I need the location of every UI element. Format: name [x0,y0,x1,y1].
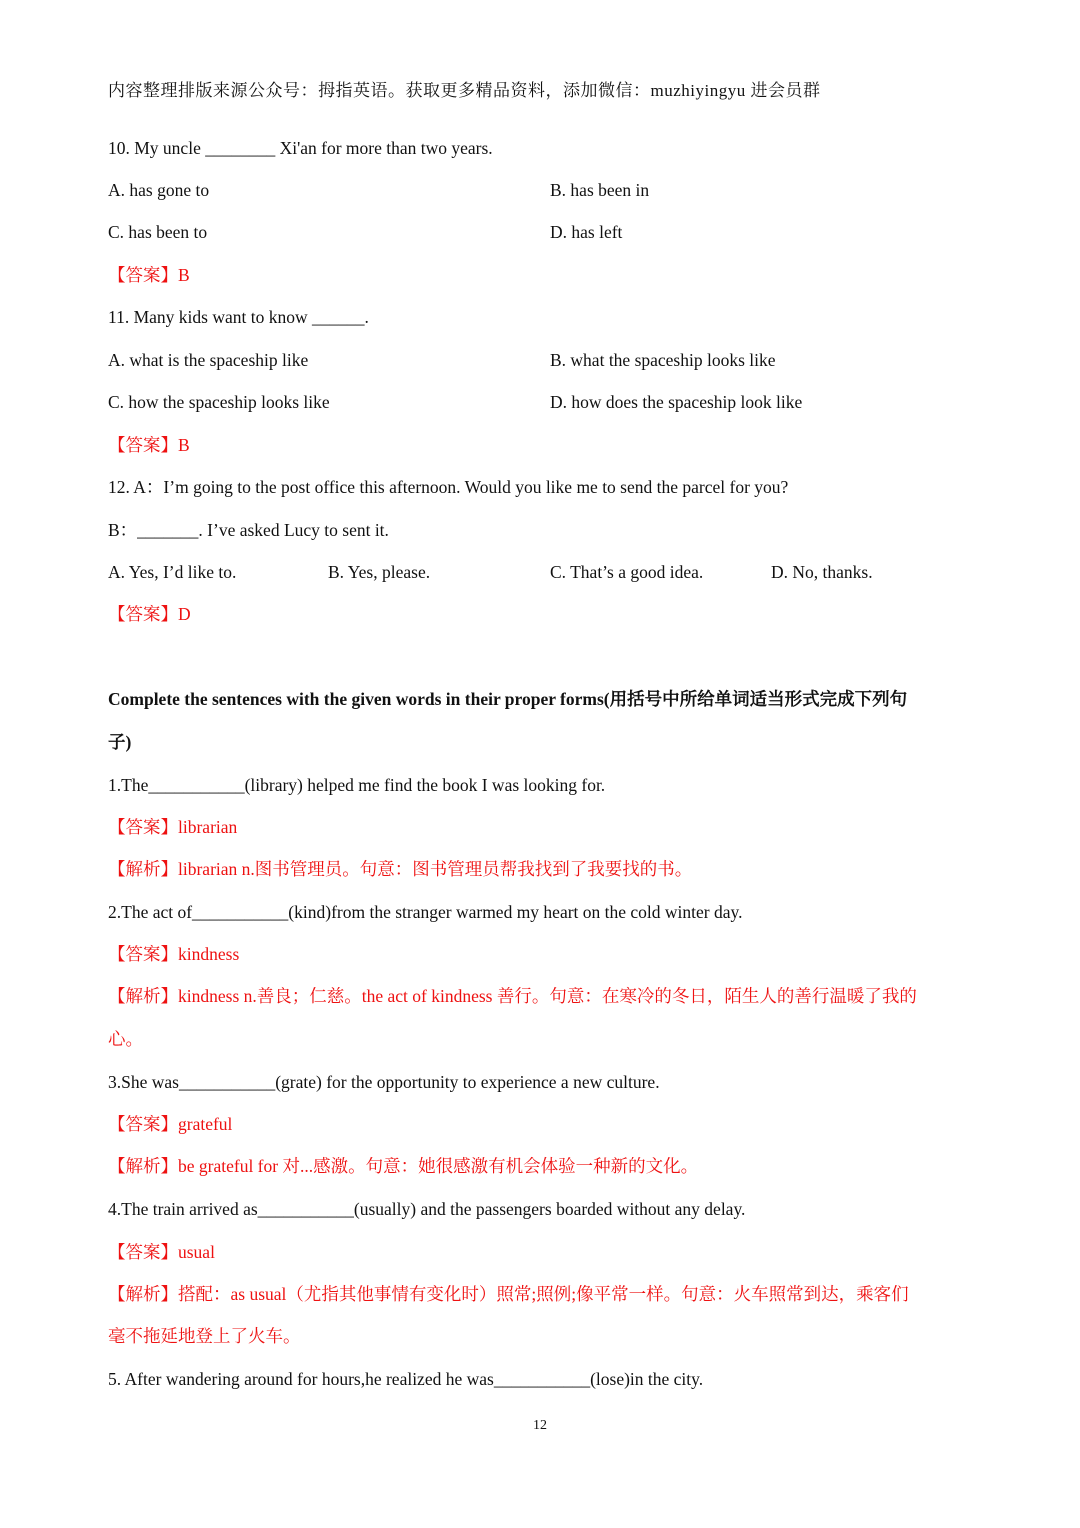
question-12-option-a: A. Yes, I’d like to. [108,562,237,582]
question-11-answer: 【答案】B [108,435,190,455]
section-title-cont: 子) [108,732,132,752]
page-header: 内容整理排版来源公众号：拇指英语。获取更多精品资料，添加微信：muzhiyingyu 进会员群 [108,81,821,100]
fill-1-question: 1.The___________(library) helped me find the book I was looking for. [108,775,606,795]
section-title: Complete the sentences with the given words in their proper forms(用括号中所给单词适当形式完成下列句 [108,689,908,709]
question-10-option-d: D. has left [550,222,623,242]
fill-4-question: 4.The train arrived as___________(usually) and the passengers boarded without any delay. [108,1199,746,1219]
question-10-option-a: A. has gone to [108,180,210,200]
fill-5-question: 5. After wandering around for hours,he realized he was___________(lose)in the city. [108,1369,704,1389]
question-11-option-d: D. how does the spaceship look like [550,392,803,412]
fill-2-analysis-cont: 心。 [108,1029,143,1049]
fill-4-analysis-cont: 毫不拖延地登上了火车。 [108,1326,301,1346]
fill-2-analysis: 【解析】kindness n.善良；仁慈。the act of kindness 善行。句意：在寒冷的冬日，陌生人的善行温暖了我的 [108,986,917,1006]
question-11-stem: 11. Many kids want to know ______. [108,307,369,327]
fill-4-answer: 【答案】usual [108,1242,215,1262]
question-12-stem-b: B：_______. I’ve asked Lucy to sent it. [108,520,389,540]
fill-3-analysis: 【解析】be grateful for 对...感激。句意：她很感激有机会体验一种新的文化。 [108,1156,699,1176]
question-12-stem: 12. A：I’m going to the post office this afternoon. Would you like me to send the parcel for you? [108,477,789,497]
question-12-option-d: D. No, thanks. [771,562,873,582]
question-10-answer: 【答案】B [108,265,190,285]
fill-3-answer: 【答案】grateful [108,1114,233,1134]
fill-1-answer: 【答案】librarian [108,817,238,837]
question-12-option-b: B. Yes, please. [328,562,431,582]
question-11-option-a: A. what is the spaceship like [108,350,309,370]
question-11-option-c: C. how the spaceship looks like [108,392,330,412]
question-12-answer: 【答案】D [108,604,191,624]
question-11-option-b: B. what the spaceship looks like [550,350,776,370]
page-number: 12 [533,1418,547,1433]
question-10-stem: 10. My uncle ________ Xi'an for more than two years. [108,138,493,158]
question-12-option-c: C. That’s a good idea. [550,562,704,582]
question-10-option-b: B. has been in [550,180,650,200]
fill-2-question: 2.The act of___________(kind)from the stranger warmed my heart on the cold winter day. [108,902,743,922]
fill-2-answer: 【答案】kindness [108,944,240,964]
fill-1-analysis: 【解析】librarian n.图书管理员。句意：图书管理员帮我找到了我要找的书。 [108,859,693,879]
question-10-option-c: C. has been to [108,222,208,242]
fill-4-analysis: 【解析】搭配：as usual（尤指其他事情有变化时）照常;照例;像平常一样。句意：火车照常到达，乘客们 [108,1284,909,1304]
fill-3-question: 3.She was___________(grate) for the opportunity to experience a new culture. [108,1072,660,1092]
